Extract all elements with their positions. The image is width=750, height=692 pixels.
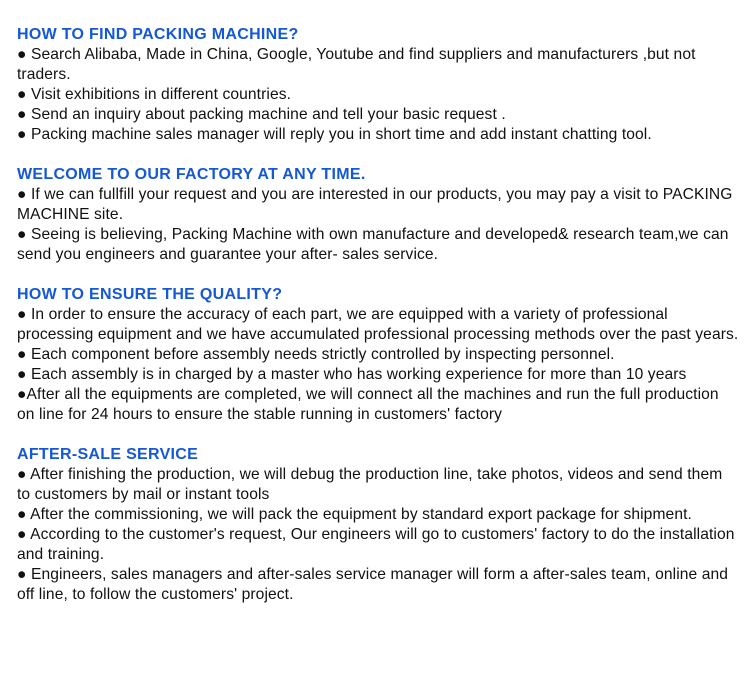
- bullet-paragraph: ● Each assembly is in charged by a master who has working experience for more than 10 years: [17, 366, 687, 383]
- bullet-paragraph: ●After all the equipments are completed, we will connect all the machines and run the full production on line for 24 hours to ensure the stable running in customers' factory: [17, 386, 719, 423]
- bullet-paragraph: ● Packing machine sales manager will reply you in short time and add instant chatting tool.: [17, 126, 652, 143]
- section-ensure-quality: [17, 285, 739, 425]
- bullet-paragraph: ● If we can fullfill your request and you are interested in our products, you may pay a visit to PACKING MACHINE site.: [17, 186, 733, 223]
- section-heading: HOW TO FIND PACKING MACHINE?: [17, 26, 299, 43]
- bullet-paragraph: ● Seeing is believing, Packing Machine with own manufacture and developed& research team,we can send you engineers and guarantee your after- sales service.: [17, 226, 729, 263]
- bullet-paragraph: ● Send an inquiry about packing machine and tell your basic request .: [17, 106, 506, 123]
- bullet-paragraph: ● After the commissioning, we will pack the equipment by standard export package for shipment.: [17, 506, 692, 523]
- bullet-paragraph: ● Visit exhibitions in different countries.: [17, 86, 292, 103]
- section-after-sale-service: [17, 445, 739, 605]
- section-heading: AFTER-SALE SERVICE: [17, 446, 199, 463]
- bullet-paragraph: ● Engineers, sales managers and after-sales service manager will form a after-sales team, online and off line, to follow the customers' project.: [17, 566, 729, 603]
- bullet-paragraph: ● Search Alibaba, Made in China, Google, Youtube and find suppliers and manufacturers ,but not traders.: [17, 46, 696, 83]
- document-body: [17, 25, 739, 625]
- section-welcome-factory: [17, 165, 739, 265]
- section-heading: WELCOME TO OUR FACTORY AT ANY TIME.: [17, 166, 366, 183]
- bullet-paragraph: ● Each component before assembly needs strictly controlled by inspecting personnel.: [17, 346, 615, 363]
- section-heading: HOW TO ENSURE THE QUALITY?: [17, 286, 283, 303]
- bullet-paragraph: ● In order to ensure the accuracy of each part, we are equipped with a variety of professional processing equipment and we have accumulated professional processing methods over the past years.: [17, 306, 739, 343]
- bullet-paragraph: ● After finishing the production, we will debug the production line, take photos, videos and send them to customers by mail or instant tools: [17, 466, 723, 503]
- section-find-packing-machine: [17, 25, 739, 145]
- bullet-paragraph: ● According to the customer's request, Our engineers will go to customers' factory to do the installation and training.: [17, 526, 735, 563]
